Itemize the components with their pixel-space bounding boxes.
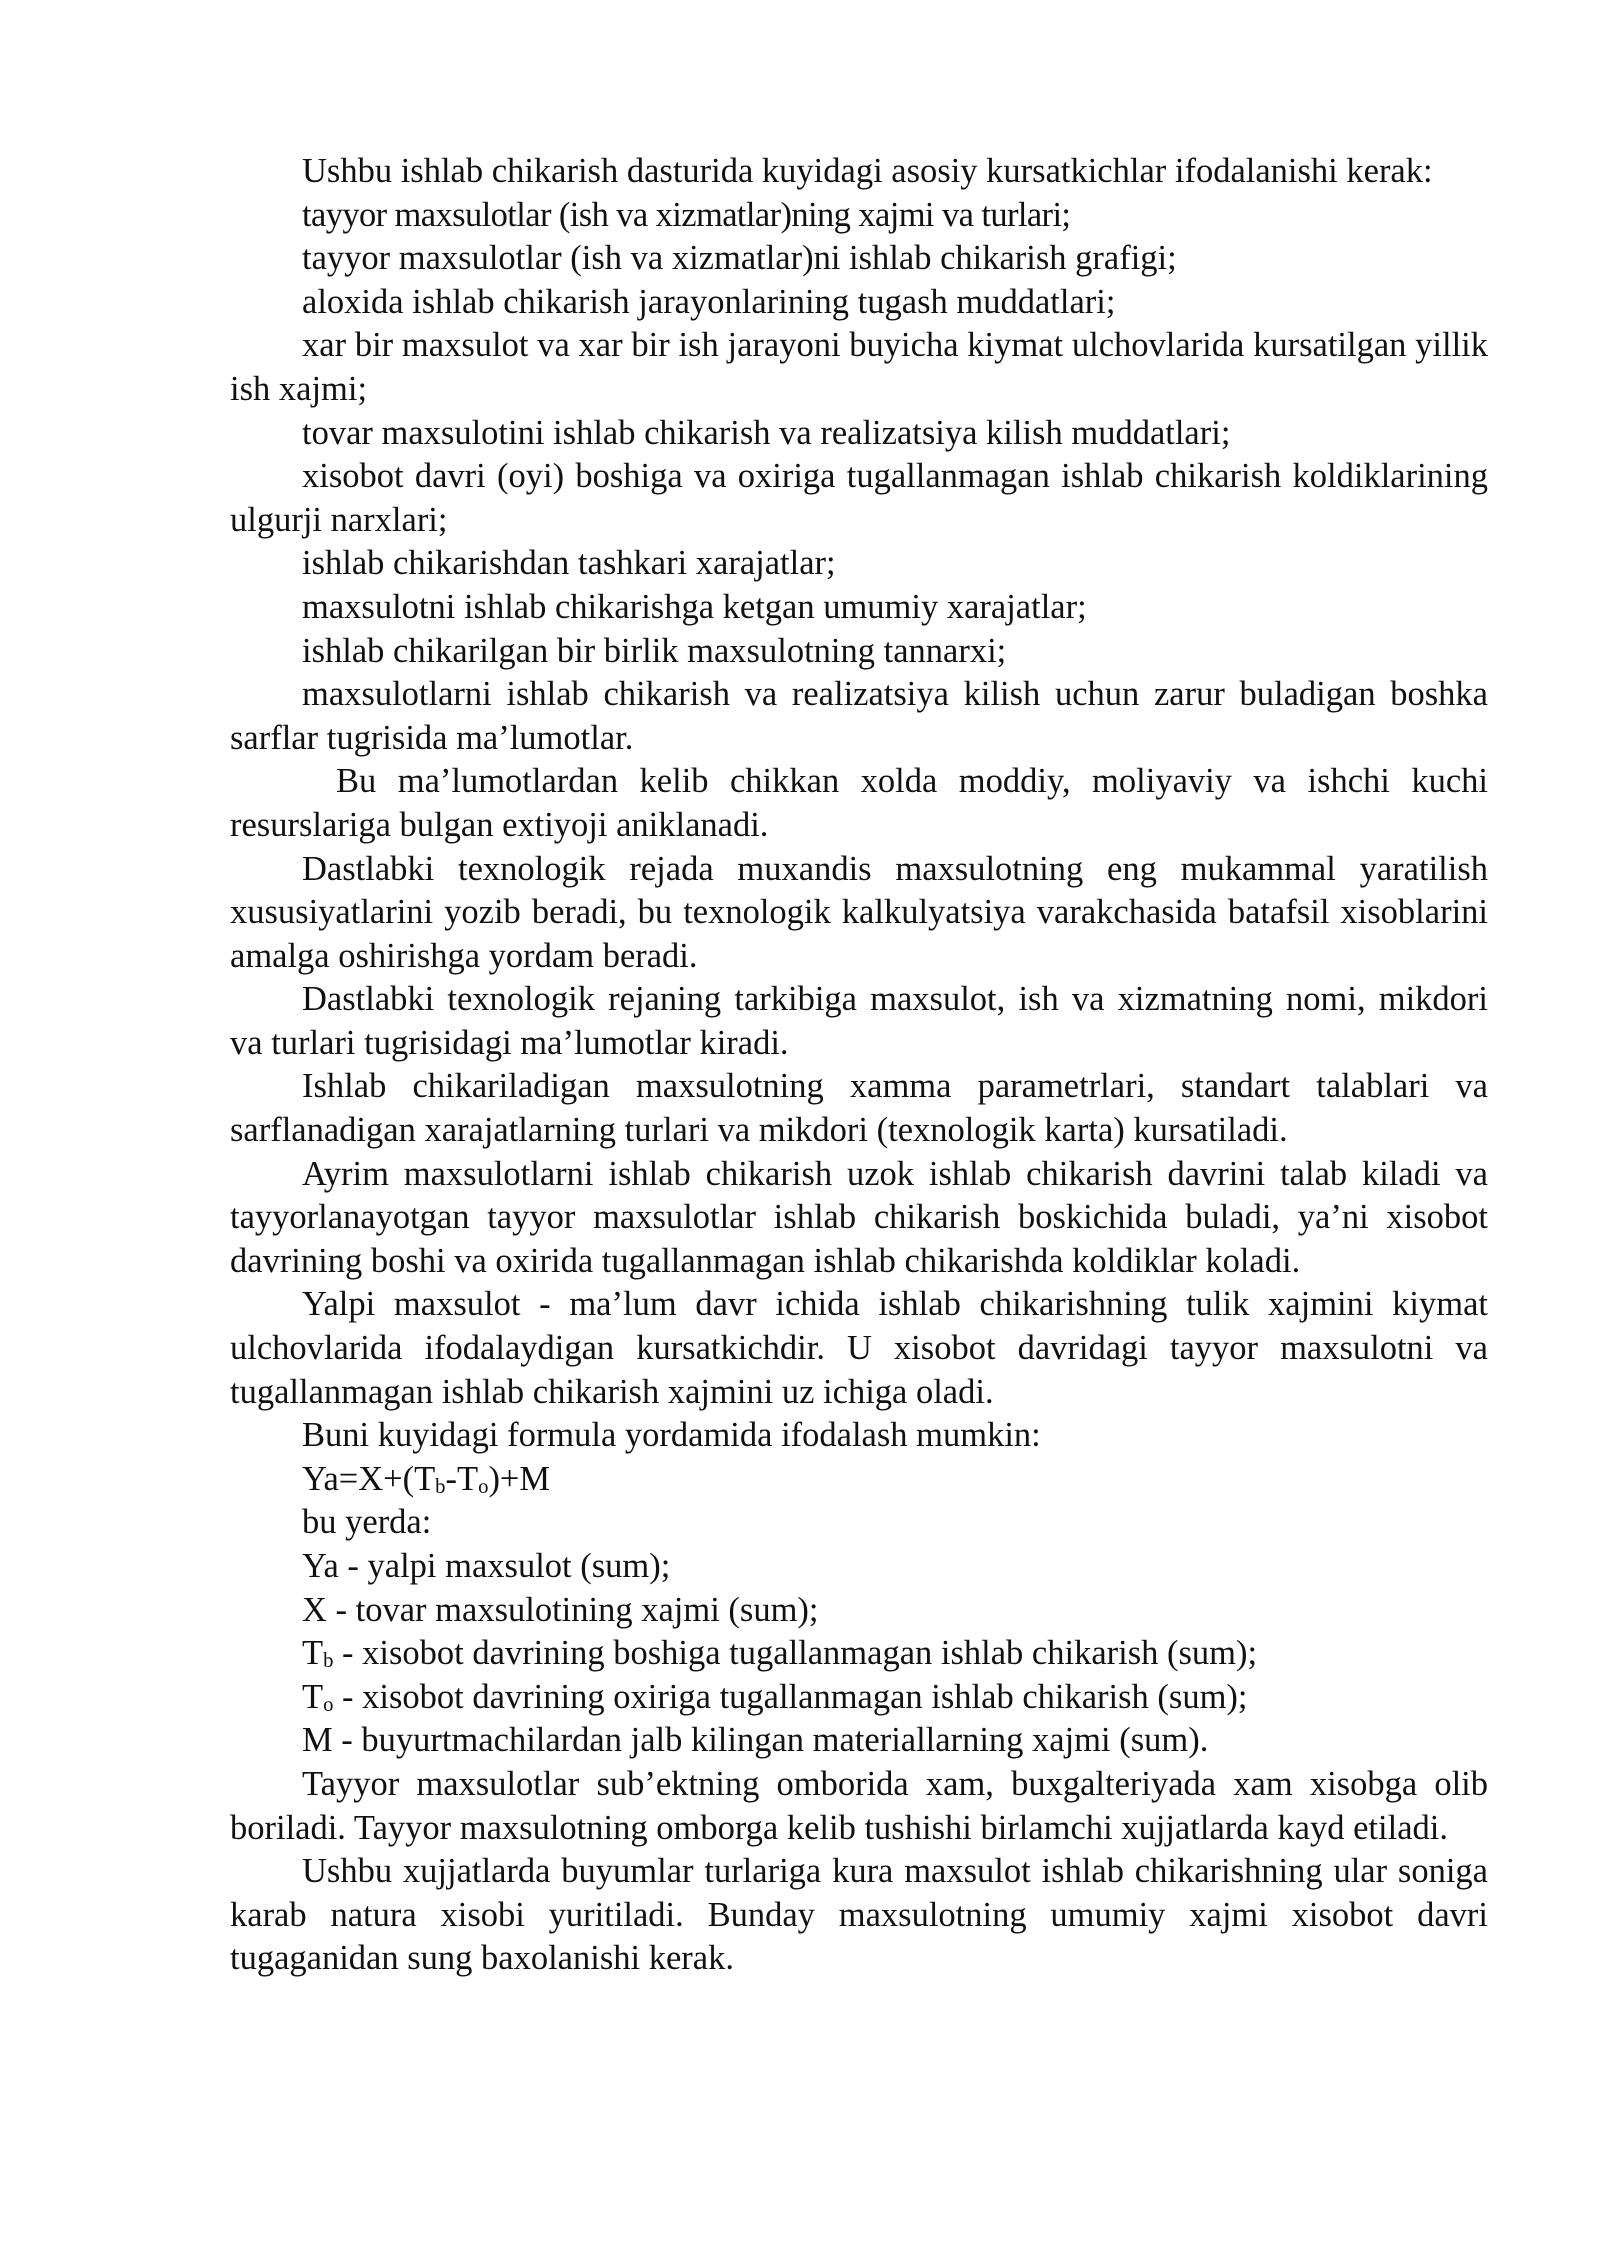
formula-subscript: o bbox=[478, 1475, 489, 1498]
body-paragraph: Yalpi maxsulot - ma’lum davr ichida ishlab chikarishning tulik xajmini kiymat ulchovlarida ifodalaydigan kursatkichdir. U xisobot davridagi tayyor maxsulotni va tugallanmagan ishlab chikarish xajmini uz ichiga oladi. bbox=[230, 1285, 1488, 1411]
formula-intro: Buni kuyidagi formula yordamida ifodalash mumkin: bbox=[302, 1416, 1041, 1455]
list-item: tayyor maxsulotlar (ish va xizmatlar)ning xajmi va turlari; bbox=[302, 195, 1071, 234]
intro-paragraph: Ushbu ishlab chikarish dasturida kuyidagi asosiy kursatkichlar ifodalanishi kerak: bbox=[302, 152, 1433, 190]
list-item: ishlab chikarishdan tashkari xarajatlar; bbox=[302, 544, 836, 583]
definition-subscript: o bbox=[323, 1693, 334, 1716]
definition-x: X - tovar maxsulotining xajmi (sum); bbox=[302, 1590, 819, 1629]
formula-subscript: b bbox=[435, 1475, 446, 1498]
list-item: maxsulotni ishlab chikarishga ketgan umumiy xarajatlar; bbox=[302, 587, 1087, 626]
definition-text: - xisobot davrining oxiriga tugallanmagan ishlab chikarish (sum); bbox=[333, 1677, 1248, 1716]
definition-subscript: b bbox=[323, 1650, 334, 1673]
body-paragraph: Dastlabki texnologik rejaning tarkibiga maxsulot, ish va xizmatning nomi, mikdori va turlari tugrisidagi ma’lumotlar kiradi. bbox=[230, 980, 1488, 1062]
closing-paragraph: Tayyor maxsulotlar sub’ektning omborida xam, buxgalteriyada xam xisobga olib boriladi. Tayyor maxsulotning omborga kelib tushishi birlamchi xujjatlarda kayd etiladi. bbox=[230, 1764, 1488, 1847]
list-item: ishlab chikarilgan bir birlik maxsulotning tannarxi; bbox=[302, 631, 1007, 670]
body-paragraph: Ishlab chikariladigan maxsulotning xamma parametrlari, standart talablari va sarflanadigan xarajatlarning turlari va mikdori (texnologik karta) kursatiladi. bbox=[230, 1067, 1488, 1150]
definition-symbol: T bbox=[302, 1634, 324, 1673]
definition-symbol: T bbox=[302, 1677, 324, 1716]
list-item: maxsulotlarni ishlab chikarish va realizatsiya kilish uchun zarur buladigan boshka sarflar tugrisida ma’lumotlar. bbox=[230, 675, 1488, 757]
definition-tb bbox=[230, 1632, 1488, 1676]
closing-paragraph: Ushbu xujjatlarda buyumlar turlariga kura maxsulot ishlab chikarishning ular soniga karab natura xisobi yuritiladi. Bunday maxsulotning umumiy xajmi xisobot davri tugaganidan sung baxolanishi kerak. bbox=[230, 1852, 1488, 1978]
formula-part: )+M bbox=[488, 1459, 551, 1498]
where-label: bu yerda: bbox=[302, 1503, 432, 1542]
document-page bbox=[230, 150, 1488, 1981]
definition-to bbox=[230, 1676, 1488, 1720]
list-item: tayyor maxsulotlar (ish va xizmatlar)ni ishlab chikarish grafigi; bbox=[302, 239, 1177, 278]
list-item: tovar maxsulotini ishlab chikarish va realizatsiya kilish muddatlari; bbox=[302, 413, 1231, 452]
list-item: aloxida ishlab chikarish jarayonlarining tugash muddatlari; bbox=[302, 282, 1116, 321]
list-item: xar bir maxsulot va xar bir ish jarayoni buyicha kiymat ulchovlarida kursatilgan yillik ish xajmi; bbox=[230, 326, 1488, 408]
body-paragraph: Dastlabki texnologik rejada muxandis maxsulotning eng mukammal yaratilish xususiyatlarini yozib beradi, bu texnologik kalkulyatsiya varakchasida batafsil xisoblarini amalga oshirishga yordam beradi. bbox=[230, 849, 1488, 975]
definition-m: M - buyurtmachilardan jalb kilingan materiallarning xajmi (sum). bbox=[302, 1721, 1209, 1760]
formula bbox=[230, 1458, 1488, 1502]
definition-ya: Ya - yalpi maxsulot (sum); bbox=[302, 1547, 671, 1585]
list-item: xisobot davri (oyi) boshiga va oxiriga tugallanmagan ishlab chikarish koldiklarining ulgurji narxlari; bbox=[230, 457, 1488, 539]
definition-text: - xisobot davrining boshiga tugallanmagan ishlab chikarish (sum); bbox=[333, 1634, 1258, 1673]
body-paragraph: Ayrim maxsulotlarni ishlab chikarish uzok ishlab chikarish davrini talab kiladi va tayyorlanayotgan tayyor maxsulotlar ishlab chikarish boskichida buladi, ya’ni xisobot davrining boshi va oxirida tugallanmagan ishlab chikarishda koldiklar koladi. bbox=[230, 1154, 1488, 1280]
formula-part: -T bbox=[445, 1459, 479, 1498]
formula-part: Ya=X+(T bbox=[302, 1459, 436, 1498]
body-paragraph: Bu ma’lumotlardan kelib chikkan xolda moddiy, moliyaviy va ishchi kuchi resurslariga bulgan extiyoji aniklanadi. bbox=[230, 762, 1488, 844]
